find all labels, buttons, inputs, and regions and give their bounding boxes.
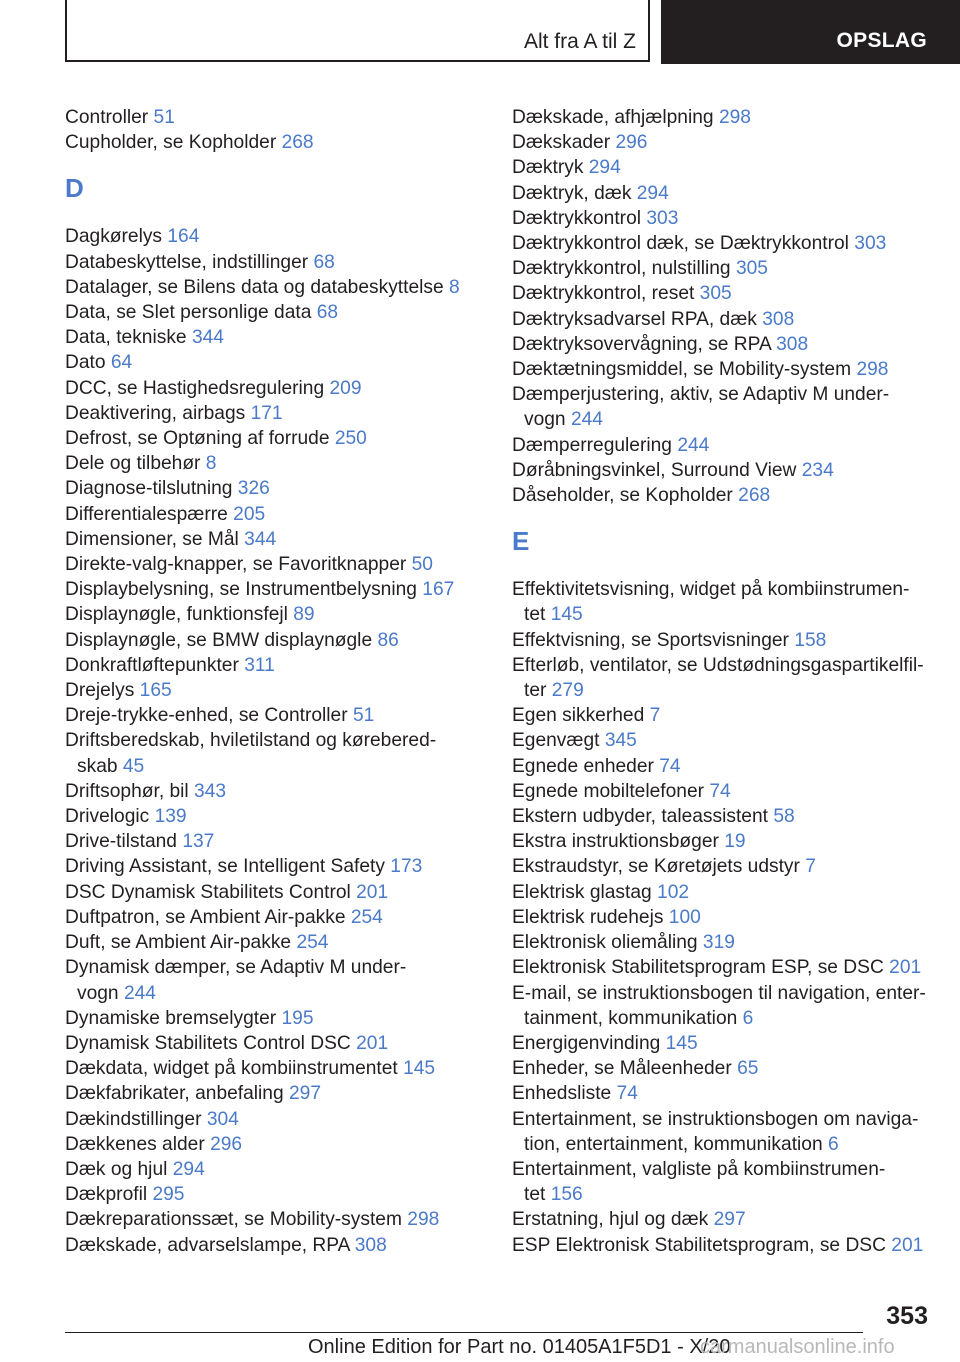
index-entry: [65, 552, 505, 577]
index-entry-text: Donkraftløftepunkter: [65, 654, 239, 676]
index-entry-text: Dæmperjustering, aktiv, se Adaptiv M under-: [512, 384, 890, 406]
page-link[interactable]: 311: [244, 654, 275, 676]
index-entry: [65, 905, 505, 930]
index-entry-text: Enhedsliste: [512, 1083, 612, 1105]
index-entry: [512, 854, 932, 879]
index-letter-heading: D: [65, 173, 84, 204]
page-link[interactable]: 145: [665, 1032, 698, 1054]
index-entry-text: Dækreparationssæt, se Mobility-system: [65, 1209, 402, 1231]
index-entry: [512, 653, 932, 703]
index-entry-text: Egen sikkerhed: [512, 705, 645, 727]
index-entry: [512, 1233, 932, 1258]
page-link[interactable]: 6: [827, 1133, 839, 1155]
index-entry-text: ESP Elektronisk Stabilitetsprogram, se DSC: [512, 1234, 886, 1256]
index-entry: [512, 955, 932, 980]
index-entry: [65, 804, 505, 829]
index-entry-text: Direkte-valg-knapper, se Favoritknapper: [65, 554, 407, 576]
page-link[interactable]: 139: [154, 806, 187, 828]
index-entry-text: Energigenvinding: [512, 1032, 661, 1054]
page-link[interactable]: 58: [773, 806, 795, 828]
index-entry: [512, 231, 932, 256]
index-entry: [512, 628, 932, 653]
page-link[interactable]: 303: [854, 233, 887, 255]
index-entry-text: tion, entertainment, kommunikation: [524, 1133, 823, 1155]
index-entry-text: Effektivitetsvisning, widget på kombiinstrumen-: [512, 579, 910, 601]
index-entry: [512, 905, 932, 930]
index-entry-text: Ekstern udbyder, taleassistent: [512, 806, 768, 828]
index-entry-text: Elektrisk glastag: [512, 881, 652, 903]
page-link[interactable]: 344: [191, 327, 224, 349]
index-entry-text: Displaybelysning, se Instrumentbelysning: [65, 579, 417, 601]
index-entry-text: tainment, kommunikation: [524, 1007, 738, 1029]
index-entry-text: Deaktivering, airbags: [65, 402, 246, 424]
index-entry-text: Dæktryksovervågning, se RPA: [512, 333, 771, 355]
page-link[interactable]: 254: [350, 906, 383, 928]
footer-edition: Online Edition for Part no. 01405A1F5D1 - X/20: [308, 1336, 731, 1358]
page-link[interactable]: 343: [194, 780, 227, 802]
index-entry: [65, 602, 505, 627]
index-entry: [512, 804, 932, 829]
page-link[interactable]: 74: [659, 755, 681, 777]
index-entry: [512, 1207, 932, 1232]
page-link[interactable]: 201: [356, 1032, 389, 1054]
page-link[interactable]: 244: [123, 982, 156, 1004]
index-entry-text: Defrost, se Optøning af forrude: [65, 428, 330, 450]
page-link[interactable]: 298: [856, 359, 889, 381]
page-link[interactable]: 173: [390, 856, 423, 878]
index-entry-text: vogn: [77, 982, 119, 1004]
index-entry-text: ter: [524, 680, 547, 702]
index-entry-text: Dæktrykkontrol, reset: [512, 283, 695, 305]
page-link[interactable]: 8: [449, 276, 460, 298]
index-entry: [512, 1081, 932, 1106]
index-entry: [65, 1207, 505, 1232]
index-entry-text: Drejelys: [65, 680, 135, 702]
page-link[interactable]: 68: [313, 251, 335, 273]
index-entry: [65, 300, 505, 325]
index-entry-text: Diagnose-tilslutning: [65, 478, 233, 500]
index-entry-text: Dæktrykkontrol dæk, se Dæktrykkontrol: [512, 233, 849, 255]
page-link[interactable]: 45: [122, 755, 145, 777]
index-entry-text: Displaynøgle, se BMW displaynøgle: [65, 629, 373, 651]
index-entry-text: Dæktryksadvarsel RPA, dæk: [512, 308, 757, 330]
index-entry: [512, 105, 932, 130]
page-link[interactable]: 167: [422, 579, 455, 601]
index-entry: [512, 930, 932, 955]
page-link[interactable]: 254: [296, 932, 329, 954]
section-title: Alt fra A til Z: [523, 30, 636, 53]
index-entry-text: Dato: [65, 352, 106, 374]
index-entry-text: Entertainment, valgliste på kombiinstrumen-: [512, 1158, 886, 1180]
index-column-left: [65, 105, 505, 1258]
index-entry-text: Dåseholder, se Kopholder: [512, 485, 733, 507]
page-link[interactable]: 102: [657, 881, 690, 903]
index-entry-text: Dækskader: [512, 132, 611, 154]
index-entry: [512, 458, 932, 483]
index-entry-text: tet: [524, 604, 546, 626]
page-link[interactable]: 345: [604, 730, 637, 752]
index-entry: [65, 703, 505, 728]
page-link[interactable]: 158: [794, 629, 827, 651]
index-entry-text: Entertainment, se instruktionsbogen om naviga-: [512, 1108, 919, 1130]
index-entry-text: Driving Assistant, se Intelligent Safety: [65, 856, 385, 878]
index-entry: [65, 476, 505, 501]
page-link[interactable]: 234: [801, 459, 834, 481]
page-link[interactable]: 65: [737, 1058, 759, 1080]
index-entry-text: Ekstra instruktionsbøger: [512, 831, 719, 853]
index-entry-text: DSC Dynamisk Stabilitets Control: [65, 881, 351, 903]
index-entry-text: Data, se Slet personlige data: [65, 302, 312, 324]
index-entry-text: tet: [524, 1184, 546, 1206]
index-entry: [65, 502, 505, 527]
page-link[interactable]: 64: [110, 352, 133, 374]
index-entry-text: Differentialespærre: [65, 503, 228, 525]
page-link[interactable]: 145: [550, 604, 583, 626]
page-link[interactable]: 304: [206, 1108, 239, 1130]
index-entry-text: E-mail, se instruktionsbogen til navigation, enter-: [512, 982, 926, 1004]
index-entry-text: Dækdata, widget på kombiinstrumentet: [65, 1058, 398, 1080]
index-entry: [65, 1132, 505, 1157]
index-entry: [512, 382, 932, 432]
page-link[interactable]: 8: [205, 453, 217, 475]
page-link[interactable]: 6: [742, 1007, 754, 1029]
index-entry: [65, 1107, 505, 1132]
index-entry: [65, 376, 505, 401]
index-entry-text: Dynamisk Stabilitets Control DSC: [65, 1032, 351, 1054]
index-entry-text: Dynamisk dæmper, se Adaptiv M under-: [65, 957, 407, 979]
index-entry: [512, 130, 932, 155]
page-link[interactable]: 205: [233, 503, 266, 525]
index-entry-text: Dæktætningsmiddel, se Mobility-system: [512, 359, 852, 381]
index-entry: [65, 451, 505, 476]
index-column-right: [512, 105, 932, 1258]
page-link[interactable]: 244: [677, 434, 710, 456]
page-link[interactable]: 74: [709, 780, 731, 802]
index-entry: [512, 206, 932, 231]
index-entry-text: Dreje-trykke-enhed, se Controller: [65, 705, 348, 727]
index-entry: [65, 1006, 505, 1031]
page-link[interactable]: 89: [293, 604, 315, 626]
index-entry-text: Datalager, se Bilens data og databeskyttelse: [65, 276, 444, 298]
index-entry: [65, 527, 505, 552]
index-entry-text: Cupholder, se Kopholder: [65, 132, 277, 154]
page-link[interactable]: 19: [724, 831, 746, 853]
index-entry-text: Drive-tilstand: [65, 831, 177, 853]
page-link[interactable]: 294: [172, 1158, 205, 1180]
index-entry: [65, 1056, 505, 1081]
index-entry-text: Displaynøgle, funktionsfejl: [65, 604, 288, 626]
page-link[interactable]: 137: [182, 831, 215, 853]
index-entry-text: Dæktrykkontrol, nulstilling: [512, 258, 731, 280]
index-entry: [512, 1157, 932, 1207]
index-entry-text: Enheder, se Måleenheder: [512, 1058, 732, 1080]
index-entry: [512, 181, 932, 206]
index-letter-heading: E: [512, 526, 530, 557]
index-entry: [512, 577, 932, 627]
index-entry-text: Data, tekniske: [65, 327, 187, 349]
index-entry: [512, 155, 932, 180]
page-link[interactable]: 296: [615, 132, 648, 154]
index-entry-text: Efterløb, ventilator, se Udstødningsgaspartikelfil-: [512, 654, 924, 676]
index-entry: [512, 829, 932, 854]
index-entry: [65, 401, 505, 426]
index-entry: [512, 728, 932, 753]
index-entry-text: Dæk og hjul: [65, 1158, 168, 1180]
index-entry-text: Dækkenes alder: [65, 1133, 205, 1155]
index-entry: [65, 678, 505, 703]
index-entry-text: Dagkørelys: [65, 226, 163, 248]
page-link[interactable]: 308: [776, 333, 809, 355]
page-link[interactable]: 145: [403, 1058, 436, 1080]
index-entry-text: Elektronisk oliemåling: [512, 932, 698, 954]
index-entry-text: Dæktryk: [512, 157, 584, 179]
page-link[interactable]: 305: [735, 258, 768, 280]
index-entry: [65, 1182, 505, 1207]
page-link[interactable]: 305: [699, 283, 732, 305]
index-entry: [512, 281, 932, 306]
page-link[interactable]: 50: [411, 554, 433, 576]
index-entry-text: Elektrisk rudehejs: [512, 906, 664, 928]
index-entry-text: Dæktrykkontrol: [512, 207, 642, 229]
index-entry-text: vogn: [524, 409, 566, 431]
index-entry: [512, 880, 932, 905]
page-link[interactable]: 297: [289, 1083, 322, 1105]
page-number: 353: [886, 1302, 928, 1330]
section-tab-label: OPSLAG: [836, 29, 927, 52]
page-link[interactable]: 344: [244, 528, 277, 550]
index-entry-text: Egenvægt: [512, 730, 600, 752]
header-frame: [65, 0, 650, 62]
index-entry-text: Driftsberedskab, hviletilstand og kørebered-: [65, 730, 437, 752]
index-entry: [512, 779, 932, 804]
page-link[interactable]: 326: [237, 478, 270, 500]
page-link[interactable]: 164: [167, 226, 200, 248]
index-entry: [512, 1031, 932, 1056]
index-entry: [65, 350, 505, 375]
index-entry-text: Døråbningsvinkel, Surround View: [512, 459, 797, 481]
index-entry-text: Dele og tilbehør: [65, 453, 201, 475]
index-entry-text: Databeskyttelse, indstillinger: [65, 251, 309, 273]
index-entry: [65, 779, 505, 804]
index-entry: [512, 1107, 932, 1157]
index-entry-text: Dynamiske bremselygter: [65, 1007, 277, 1029]
index-entry: [512, 1056, 932, 1081]
index-entry: [512, 754, 932, 779]
index-entry-text: Dækfabrikater, anbefaling: [65, 1083, 284, 1105]
index-entry: [65, 955, 505, 1005]
page-link[interactable]: 68: [316, 302, 339, 324]
page-link[interactable]: 294: [636, 182, 669, 204]
page-link[interactable]: 100: [668, 906, 701, 928]
index-entry-text: Dækskade, afhjælpning: [512, 107, 714, 128]
index-entry: [512, 256, 932, 281]
index-entry: [512, 307, 932, 332]
page-link[interactable]: 268: [738, 485, 771, 507]
page-link[interactable]: 7: [805, 856, 816, 878]
index-entry: [65, 130, 505, 155]
index-entry: [65, 105, 505, 130]
index-entry: [65, 577, 505, 602]
index-entry: [65, 1081, 505, 1106]
index-entry: [65, 930, 505, 955]
index-entry-text: Elektronisk Stabilitetsprogram ESP, se DSC: [512, 957, 884, 979]
index-entry-text: Dæmperregulering: [512, 434, 672, 456]
page-link[interactable]: 295: [152, 1184, 185, 1206]
page-link[interactable]: 201: [356, 881, 389, 903]
index-entry: [65, 426, 505, 451]
page-link[interactable]: 171: [250, 402, 283, 424]
index-entry-text: Driftsophør, bil: [65, 780, 189, 802]
index-entry: [65, 653, 505, 678]
page-link[interactable]: 165: [139, 680, 172, 702]
footer-watermark: carmanualsonline.info: [700, 1336, 895, 1358]
index-entry-text: Erstatning, hjul og dæk: [512, 1209, 709, 1231]
index-entry: [512, 703, 932, 728]
page-link[interactable]: 268: [281, 132, 314, 154]
page-link[interactable]: 7: [649, 705, 661, 727]
footer-divider: [65, 1332, 863, 1333]
index-entry: [512, 433, 932, 458]
index-entry-text: Dækprofil: [65, 1184, 148, 1206]
index-entry-text: Duft, se Ambient Air-pakke: [65, 932, 292, 954]
index-entry-text: Drivelogic: [65, 806, 150, 828]
page-link[interactable]: 86: [377, 629, 399, 651]
page-link[interactable]: 319: [702, 932, 735, 954]
page-link[interactable]: 308: [762, 308, 795, 330]
page-link[interactable]: 279: [551, 680, 584, 702]
page-link[interactable]: 298: [718, 107, 751, 128]
page-link[interactable]: 201: [889, 957, 922, 979]
page-link[interactable]: 201: [891, 1234, 924, 1256]
page-link[interactable]: 294: [588, 157, 621, 179]
page-link[interactable]: 209: [329, 377, 362, 399]
index-entry: [512, 483, 932, 508]
page-link[interactable]: 250: [334, 428, 367, 450]
index-entry: [65, 1157, 505, 1182]
index-entry: [65, 854, 505, 879]
index-entry-text: Dækindstillinger: [65, 1108, 202, 1130]
index-entry-text: DCC, se Hastighedsregulering: [65, 377, 325, 399]
page-link[interactable]: 51: [352, 705, 375, 727]
index-entry: [65, 224, 505, 249]
index-entry: [65, 1233, 505, 1258]
index-entry-text: Ekstraudstyr, se Køretøjets udstyr: [512, 856, 800, 878]
index-entry-text: Egnede mobiltelefoner: [512, 780, 705, 802]
index-entry: [512, 981, 932, 1031]
page-link[interactable]: 74: [616, 1083, 638, 1105]
index-entry-text: skab: [77, 755, 118, 777]
index-entry: [65, 325, 505, 350]
index-entry-text: Dækskade, advarselslampe, RPA: [65, 1234, 350, 1256]
index-entry-text: Dæktryk, dæk: [512, 182, 632, 204]
index-entry-text: Dimensioner, se Mål: [65, 528, 239, 550]
index-entry: [65, 275, 505, 300]
index-entry-text: Duftpatron, se Ambient Air-pakke: [65, 906, 346, 928]
index-entry: [65, 829, 505, 854]
index-entry: [512, 332, 932, 357]
page-link[interactable]: 244: [570, 409, 603, 431]
index-entry-text: Egnede enheder: [512, 755, 654, 777]
section-tab[interactable]: [661, 0, 960, 64]
page-link[interactable]: 303: [646, 207, 679, 229]
index-entry: [65, 250, 505, 275]
index-entry: [65, 880, 505, 905]
page-link[interactable]: 195: [281, 1007, 314, 1029]
page-link[interactable]: 296: [210, 1133, 243, 1155]
index-entry: [65, 728, 505, 778]
page-link[interactable]: 298: [407, 1209, 440, 1231]
page-link[interactable]: 156: [550, 1184, 583, 1206]
index-entry: [65, 628, 505, 653]
page-link[interactable]: 51: [153, 107, 175, 128]
index-entry: [65, 1031, 505, 1056]
page-link[interactable]: 297: [713, 1209, 746, 1231]
page-link[interactable]: 308: [354, 1234, 387, 1256]
index-entry-text: Controller: [65, 107, 149, 128]
index-entry: [512, 357, 932, 382]
index-entry-text: Effektvisning, se Sportsvisninger: [512, 629, 789, 651]
